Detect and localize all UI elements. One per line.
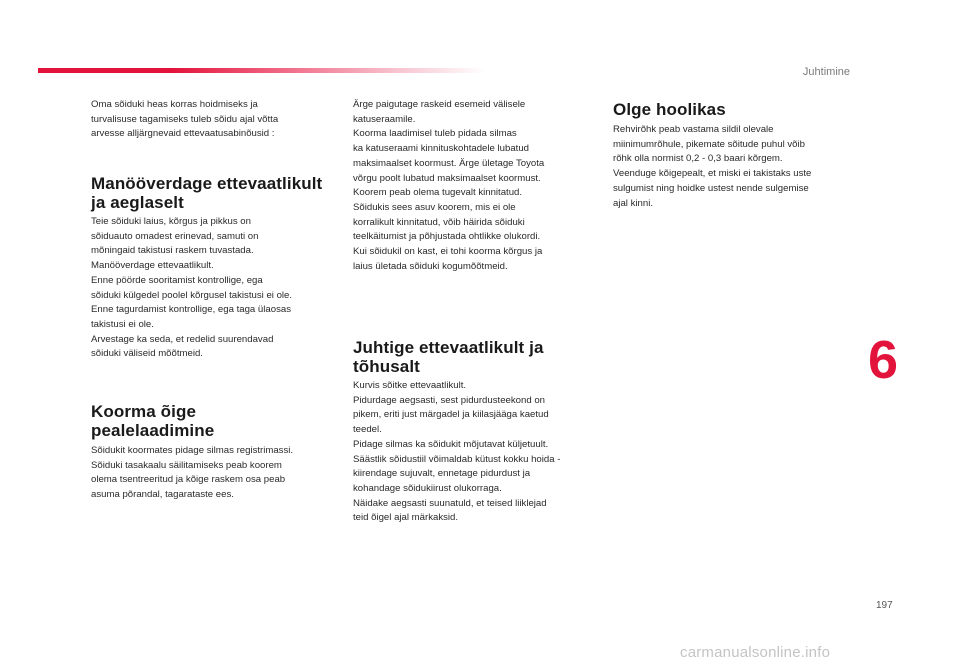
section-body-careful: Rehvirõhk peab vastama sildil olevale miinimumrõhule, pikemate sõitude puhul võib rõhk olla normist 0,2 - 0,3 baari kõrgem. Veenduge kõigepealt, et miski ei takistaks uste sulgumist ning hoidke ustest nende sulgemise ajal kinni. (613, 124, 812, 209)
section-maneuver-body (91, 215, 336, 362)
section-careful (613, 100, 858, 119)
section-body-loading: Sõidukit koormates pidage silmas registrimassi. Sõiduki tasakaalu säilitamiseks peab koorem olema tsentreeritud ja kõige raskem osa peab asuma põrandal, tagarataste ees. (91, 445, 294, 501)
section-heading-driving: Juhtige ettevaatlikult ja tõhusalt (353, 338, 544, 376)
section-careful-body (613, 123, 858, 211)
section-heading-careful: Olge hoolikas (613, 100, 726, 119)
page-number: 197 (876, 600, 893, 611)
roof-rack-paragraph: Ärge paigutage raskeid esemeid välisele katuseraamile. Koorma laadimisel tuleb pidada silmas ka katuseraami kinnituskohtadele lubatud maksimaalset koormust. Ärge ületage Toyota võrgu poolt lubatud maksimaalset koormust. Koorem peab olema tugevalt kinnitatud. Sõidukis sees asuv koorem, mis ei ole korralikult kinnitatud, võib häirida sõiduki teelkäitumist ja põhjustada ohtlikke olukordi. Kui sõidukil on kast, ei tohi koorma kõrgus ja laius ületada sõiduki kogumõõtmeid. (353, 99, 545, 272)
chapter-number: 6 (868, 330, 899, 390)
section-body-maneuver: Teie sõiduki laius, kõrgus ja pikkus on sõiduauto omadest erinevad, samuti on mõningaid takistusi raskem tuvastada. Manööverdage ettevaatlikult. Enne pöörde sooritamist kontrollige, ega sõiduki külgedel poolel kõrgusel takistusi ei ole. Enne tagurdamist kontrollige, ega taga ülaosas takistusi ei ole. Arvestage ka seda, et redelid suurendavad sõiduki väliseid mõõtmeid. (91, 216, 293, 360)
section-maneuver (91, 174, 341, 212)
intro-paragraph: Oma sõiduki heas korras hoidmiseks ja turvalisuse tagamiseks tuleb sõidu ajal võtta arvesse alljärgnevaid ettevaatusabinõusid : (91, 99, 279, 140)
column-left (91, 98, 336, 142)
section-driving-body (353, 379, 598, 526)
section-heading-loading: Koorma õige pealelaadimine (91, 402, 215, 440)
section-driving (353, 338, 598, 376)
section-body-driving: Kurvis sõitke ettevaatlikult. Pidurdage aegsasti, sest pidurdusteekond on pikem, eriti just märgadel ja kiilasjääga kaetud teedel. Pidage silmas ka sõidukit mõjutavat küljetuult. Säästlik sõidustiil võimaldab kütust kokku hoida - kiirendage sujuvalt, ennetage pidurdust ja kohandage sõidukiirust olukorraga. Näidake aegsasti suunatuld, et teised liiklejad teid õigel ajal märkaksid. (353, 380, 561, 524)
header-accent-bar (38, 68, 486, 73)
section-loading (91, 402, 336, 440)
section-loading-body (91, 444, 341, 503)
watermark: carmanualsonline.info (680, 644, 831, 661)
section-label: Juhtimine (802, 66, 850, 78)
column-middle (353, 98, 598, 274)
section-heading-maneuver: Manööverdage ettevaatlikult ja aeglaselt (91, 174, 323, 212)
